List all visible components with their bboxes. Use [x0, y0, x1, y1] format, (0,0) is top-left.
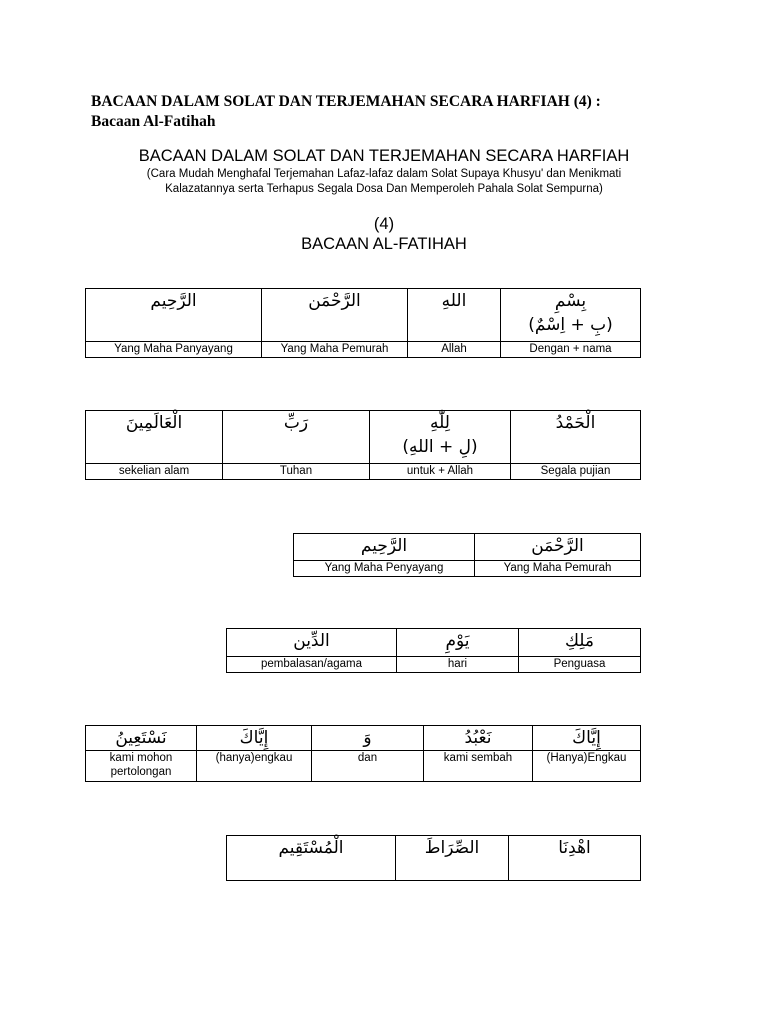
arabic-word-breakdown: (بِ + اِسْمٌ)	[528, 315, 613, 335]
arabic-word-cell	[312, 726, 424, 751]
arabic-word-cell	[223, 411, 370, 464]
arabic-word: مَلِكِ	[564, 631, 595, 651]
arabic-word: الْمُسْتَقِيم	[278, 838, 344, 858]
arabic-word: الرَّحْمَن	[308, 291, 361, 311]
subtitle-line-1: (Cara Mudah Menghafal Terjemahan Lafaz-lafaz dalam Solat Supaya Khusyu' dan Menikmati	[146, 168, 622, 180]
meaning-cell: Tuhan	[223, 464, 370, 480]
heading-line-2: Bacaan Al-Fatihah	[91, 113, 216, 130]
arabic-word: الرَّحِيم	[150, 291, 197, 311]
meaning-cell: hari	[397, 657, 519, 673]
meaning-cell: Yang Maha Pemurah	[475, 561, 641, 577]
word-table-6	[226, 835, 641, 881]
arabic-word-cell	[86, 289, 262, 342]
meaning-cell: Yang Maha Pemurah	[262, 342, 408, 358]
arabic-word-cell	[501, 289, 641, 342]
arabic-word-cell	[370, 411, 511, 464]
meaning-cell: pembalasan/agama	[227, 657, 397, 673]
arabic-word-cell	[86, 726, 197, 751]
arabic-word-cell	[262, 289, 408, 342]
arabic-word: لِلّٰهِ	[430, 413, 450, 433]
arabic-word: رَبِّ	[283, 413, 309, 433]
meaning-cell: (hanya)engkau	[197, 751, 312, 782]
arabic-word: وَ	[363, 728, 372, 748]
arabic-word-cell	[424, 726, 533, 751]
word-table-1	[85, 288, 641, 358]
arabic-word-cell	[86, 411, 223, 464]
section-number: (4)	[373, 215, 395, 233]
arabic-word-cell	[397, 629, 519, 657]
meaning-cell: Penguasa	[519, 657, 641, 673]
meaning-cell: Yang Maha Panyayang	[86, 342, 262, 358]
meaning-cell: (Hanya)Engkau	[533, 751, 641, 782]
arabic-word-cell	[519, 629, 641, 657]
arabic-word: نَسْتَعِينُ	[115, 728, 167, 748]
arabic-word-cell	[227, 629, 397, 657]
arabic-word: الْحَمْدُ	[555, 413, 596, 433]
meaning-cell: Yang Maha Penyayang	[294, 561, 475, 577]
document-heading	[91, 92, 601, 132]
subtitle-line-2: Kalazatannya serta Terhapus Segala Dosa Dan Memperoleh Pahala Solat Sempurna)	[165, 183, 603, 195]
meaning-cell: Dengan + nama	[501, 342, 641, 358]
arabic-word: بِسْمِ	[554, 291, 587, 311]
arabic-word-cell	[533, 726, 641, 751]
arabic-word: إِيَّاكَ	[572, 728, 601, 748]
arabic-word: الْعَالَمِينَ	[125, 413, 183, 433]
meaning-cell: kami mohon pertolongan	[86, 751, 197, 782]
word-table-5	[85, 725, 641, 782]
meaning-cell: kami sembah	[424, 751, 533, 782]
arabic-word-cell	[396, 836, 509, 881]
arabic-word: نَعْبُدُ	[464, 728, 492, 748]
arabic-word: الصِّرَاطَ	[424, 838, 480, 858]
arabic-word-cell	[509, 836, 641, 881]
arabic-word: يَوْمِ	[445, 631, 470, 651]
arabic-word-cell	[227, 836, 396, 881]
meaning-cell: Allah	[408, 342, 501, 358]
arabic-word: إِيَّاكَ	[239, 728, 269, 748]
meaning-cell: sekelian alam	[86, 464, 223, 480]
word-table-3	[293, 533, 641, 577]
arabic-word-cell	[408, 289, 501, 342]
meaning-cell: dan	[312, 751, 424, 782]
arabic-word-cell	[294, 534, 475, 561]
word-table-2	[85, 410, 641, 480]
arabic-word-breakdown: (لِ + اللهِ)	[402, 437, 478, 457]
arabic-word: الدِّين	[293, 631, 330, 651]
page-title: BACAAN DALAM SOLAT DAN TERJEMAHAN SECARA HARFIAH	[138, 147, 630, 165]
arabic-word: الرَّحِيم	[360, 536, 408, 556]
word-table-4	[226, 628, 641, 673]
page-subtitle	[0, 167, 768, 197]
arabic-word: الرَّحْمَن	[531, 536, 584, 556]
arabic-word-cell	[197, 726, 312, 751]
arabic-word-cell	[511, 411, 641, 464]
arabic-word-cell	[475, 534, 641, 561]
section-title: BACAAN AL-FATIHAH	[301, 235, 467, 253]
arabic-word: اهْدِنَا	[558, 838, 591, 858]
heading-line-1: BACAAN DALAM SOLAT DAN TERJEMAHAN SECARA HARFIAH (4) :	[91, 93, 601, 110]
meaning-cell: Segala pujian	[511, 464, 641, 480]
arabic-word: اللهِ	[441, 291, 467, 311]
meaning-cell: untuk + Allah	[370, 464, 511, 480]
